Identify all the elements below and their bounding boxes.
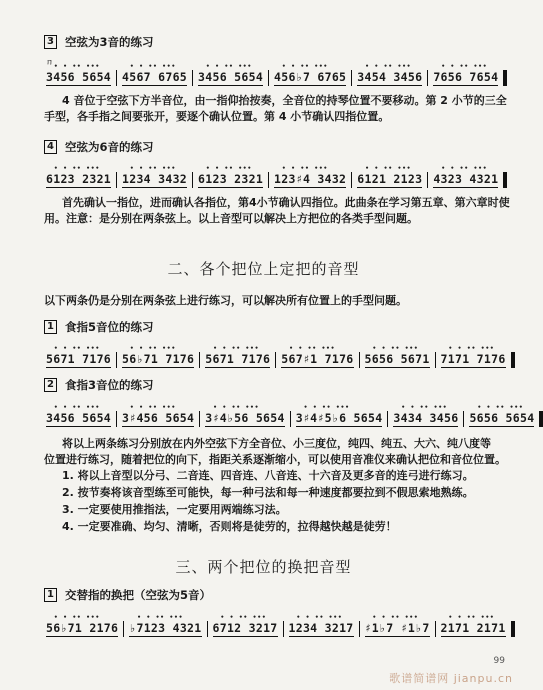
measure-5: • • 3454 3456 — [355, 70, 424, 86]
paragraph-line: 将以上两条练习分别放在内外空弦下方全音位、小三度位，纯四、纯五、大六、纯八度等 — [62, 437, 491, 450]
page-number: 99 — [493, 656, 505, 666]
exercise-2-heading — [44, 377, 154, 393]
measure-2: • • ♭7123 4321 — [127, 621, 203, 637]
measure-2: • • 3♯456 5654 — [120, 411, 196, 427]
measure-4: • • 123♯4 3432 — [272, 172, 348, 188]
measure-1: • • 56♭71 2176 — [44, 621, 120, 637]
paragraph-line: 位置进行练习，随着把位的向下，指距关系逐渐缩小，可以使用音准仪来确认把位和音位位置。 — [44, 453, 506, 466]
list-item: 1. 将以上音型以分弓、二音连、四音连、八音连、十六音及更多音的连弓进行练习。 — [62, 469, 474, 482]
list-item: 3. 一定要使用推指法，一定要用两端练习法。 — [62, 503, 287, 516]
paragraph-line: 用。注意：是分别在两条弦上。以上音型可以解决上方把位的各类手型问题。 — [44, 212, 418, 225]
exercise-number-box: 3 — [44, 35, 57, 49]
exercise-1-staff — [44, 615, 506, 637]
measure-3: • • 5671 7176 — [203, 352, 272, 368]
measure-6: • • 7656 7654 — [431, 70, 500, 86]
measure-2: • • 56♭71 7176 — [120, 352, 196, 368]
measure-1: • • 3456 5654 — [44, 70, 113, 86]
section-title: 二、各个把位上定把的音型 — [167, 260, 360, 278]
exercise-number-box: 1 — [44, 588, 57, 602]
exercise-3-heading — [44, 34, 154, 50]
exercise-1-heading — [44, 319, 154, 335]
measure-5: • • 6121 2123 — [355, 172, 424, 188]
exercise-3-staff: ㄇ • • 3456 5654 • • 4567 6765 • • 3456 5654 • • 456♭7 6765 • • 3454 3456 • • 7656 7654 — [44, 64, 489, 86]
paragraph-line: 4 音位于空弦下方半音位，由一指仰抬按奏，全音位的持琴位置不要移动。第 2 小节的三全 — [62, 94, 507, 107]
section-intro: 以下两条仍是分别在两条弦上进行练习，可以解决所有位置上的手型问题。 — [44, 294, 407, 307]
paragraph-line: 首先确认一指位，进而确认各指位，第4小节确认四指位。此曲条在学习第五章、第六章时使 — [62, 196, 510, 209]
list-item: 2. 按节奏将该音型练至可能快，每一种弓法和每一种速度都要拉到不假思索地熟练。 — [62, 486, 474, 499]
exercise-title: 食指3音位的练习 — [65, 378, 154, 392]
measure-2: • • 1234 3432 — [120, 172, 189, 188]
exercise-number-box: 2 — [44, 378, 57, 392]
measure-5: • • ♯1♭7 ♯1♭7 — [363, 621, 432, 637]
exercise-1-heading — [44, 587, 211, 603]
exercise-2-staff — [44, 405, 535, 427]
measure-5: • • 5656 5671 — [363, 352, 432, 368]
measure-4: • • 1234 3217 — [287, 621, 356, 637]
exercise-4-heading — [44, 139, 154, 155]
exercise-number-box: 4 — [44, 140, 57, 154]
measure-1: • • 5671 7176 — [44, 352, 113, 368]
list-item: 4. 一定要准确、均匀、清晰，否则将是徒劳的，拉得越快越是徒劳！ — [62, 520, 397, 533]
exercise-title: 食指5音位的练习 — [65, 320, 154, 334]
watermark: 歌谱简谱网 jianpu.cn — [389, 672, 513, 685]
measure-5: • • 3434 3456 — [391, 411, 460, 427]
measure-6: • • 5656 5654 — [467, 411, 536, 427]
exercise-number-box: 1 — [44, 320, 57, 334]
measure-3: • • 6712 3217 — [211, 621, 280, 637]
exercise-title: 交替指的换把（空弦为5音） — [65, 588, 212, 602]
measure-6: • • 7171 7176 — [439, 352, 508, 368]
measure-1: • • 6123 2321 — [44, 172, 113, 188]
measure-6: • • 2171 2171 — [439, 621, 508, 637]
paragraph-line: 手型，各手指之间要张开，要逐个确认位置。第 4 小节确认四指位置。 — [44, 110, 390, 123]
exercise-title: 空弦为3音的练习 — [65, 35, 154, 49]
measure-1: • • 3456 5654 — [44, 411, 113, 427]
measure-3: • • 6123 2321 — [196, 172, 265, 188]
measure-4: • • 456♭7 6765 — [272, 70, 348, 86]
exercise-title: 空弦为6音的练习 — [65, 140, 154, 154]
measure-3: • • 3♯4♭56 5654 — [203, 411, 286, 427]
measure-3: • • 3456 5654 — [196, 70, 265, 86]
measure-6: • • 4323 4321 — [431, 172, 500, 188]
measure-4: • • 3♯4♯5♭6 5654 — [294, 411, 385, 427]
measure-2: • • 4567 6765 — [120, 70, 189, 86]
section-title: 三、两个把位的换把音型 — [175, 558, 352, 576]
exercise-4-staff — [44, 166, 499, 188]
exercise-1-staff — [44, 346, 506, 368]
measure-4: • • 567♯1 7176 — [279, 352, 355, 368]
